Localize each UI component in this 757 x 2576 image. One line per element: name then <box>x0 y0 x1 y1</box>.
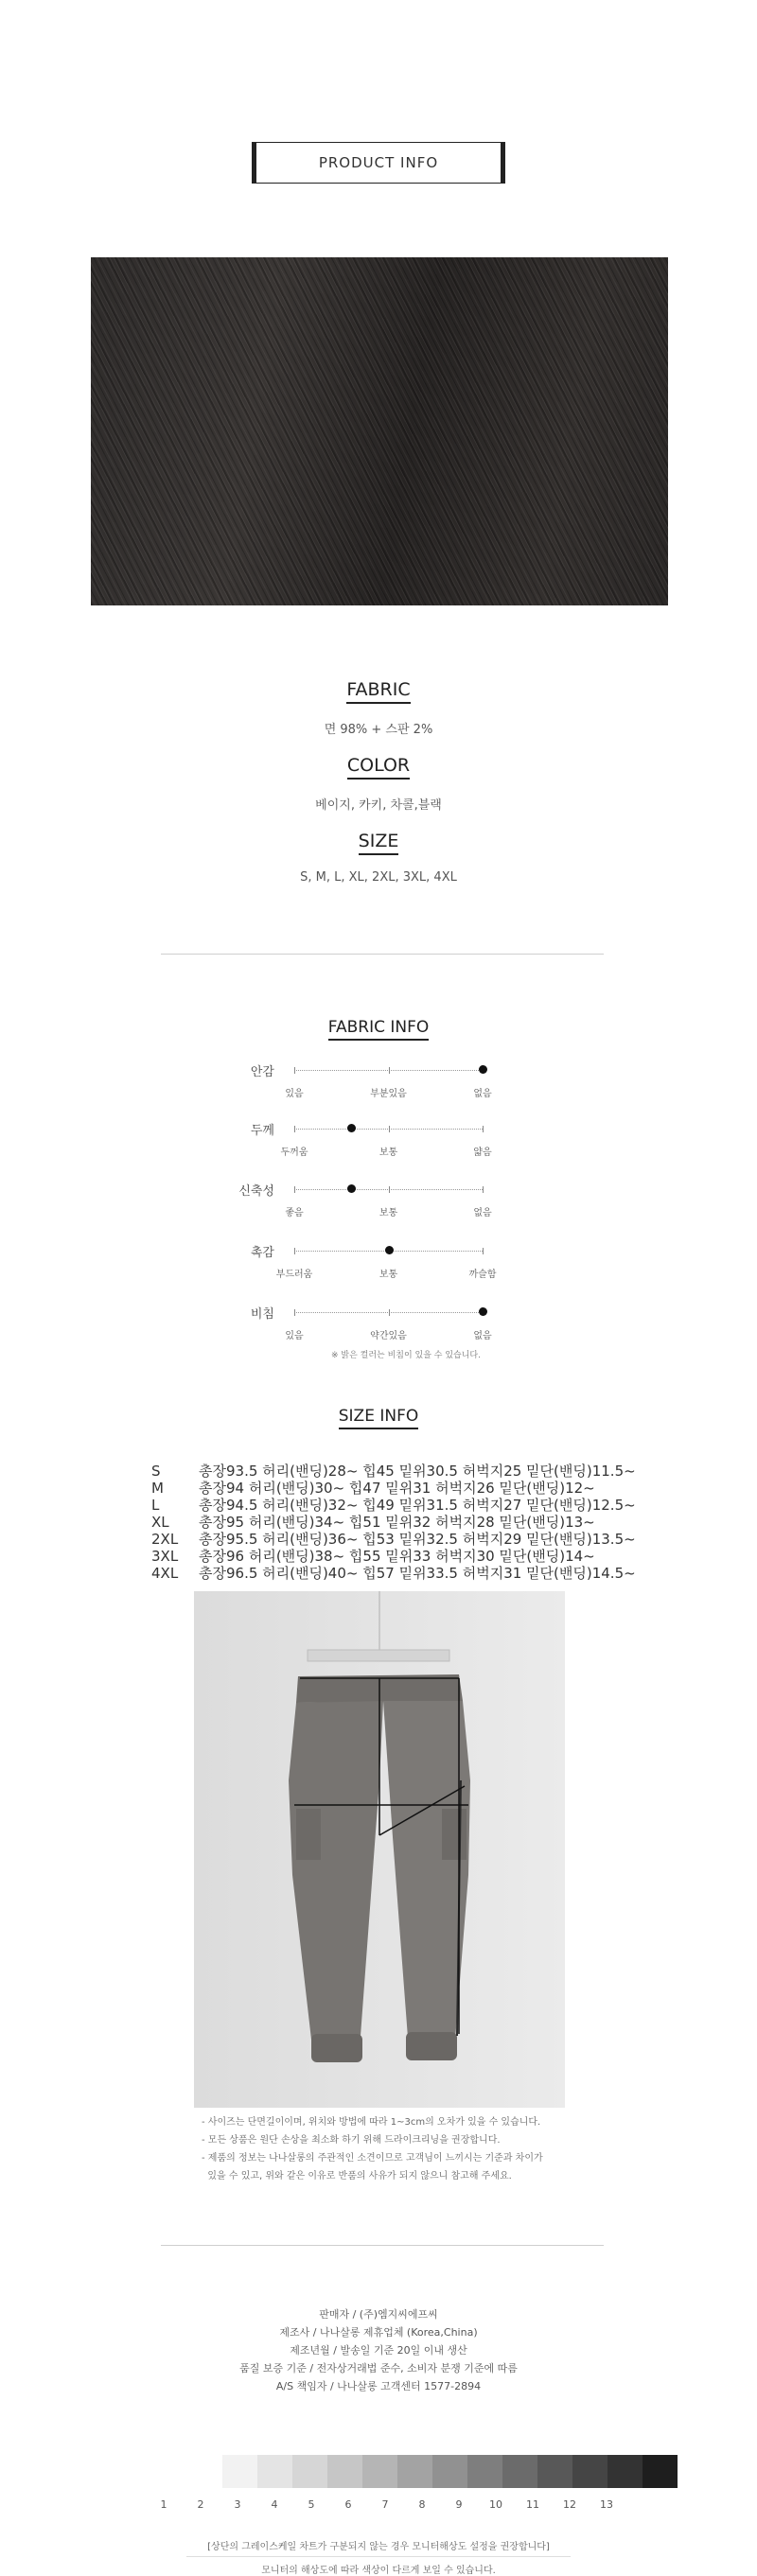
scale-tick <box>294 1067 295 1074</box>
grayscale-swatch <box>502 2455 537 2488</box>
grayscale-swatch <box>537 2455 572 2488</box>
footer-divider <box>161 2245 604 2246</box>
size-detail: 총장95.5 허리(밴딩)36~ 힙53 밑위32.5 허벅지29 밑단(밴딩)13.5~ <box>199 1531 636 1548</box>
size-label: 4XL <box>151 1565 179 1582</box>
scale-label: 촉감 <box>250 1246 274 1260</box>
grayscale-swatch <box>292 2455 327 2488</box>
grayscale-swatch <box>327 2455 362 2488</box>
fabric-info-heading: FABRIC INFO <box>0 1018 757 1037</box>
scale-tick <box>389 1126 390 1132</box>
scale-tick <box>294 1309 295 1316</box>
scale-label: 신축성 <box>238 1184 274 1199</box>
scale-tick <box>483 1186 484 1193</box>
grayscale-label: 11 <box>526 2498 539 2511</box>
scale-tick <box>294 1248 295 1254</box>
grayscale-swatch <box>432 2455 467 2488</box>
fabric-swatch-image <box>91 257 668 605</box>
size-value: S, M, L, XL, 2XL, 3XL, 4XL <box>300 870 457 885</box>
scale-option: 보통 <box>378 1208 398 1218</box>
product-info-heading: PRODUCT INFO <box>252 142 505 184</box>
scale-tick <box>294 1186 295 1193</box>
grayscale-swatch <box>467 2455 502 2488</box>
grayscale-label: 12 <box>563 2498 576 2511</box>
scale-marker <box>347 1184 356 1193</box>
grayscale-swatch <box>607 2455 643 2488</box>
grayscale-note: [상단의 그레이스케일 차트가 구분되지 않는 경우 모니터해상도 설정을 권장합니다] <box>207 2542 550 2552</box>
grayscale-label: 4 <box>271 2498 278 2511</box>
grayscale-label: 1 <box>160 2498 167 2511</box>
scale-option: 약간있음 <box>370 1331 407 1341</box>
scale-tick <box>389 1309 390 1316</box>
pants-illustration <box>194 1591 565 2108</box>
seller-info-line: A/S 책임자 / 나나살롱 고객센터 1577-2894 <box>275 2380 482 2392</box>
monitor-note-1: 모니터의 해상도에 따라 색상이 다르게 보일 수 있습니다. <box>261 2566 496 2576</box>
scale-marker <box>347 1124 356 1132</box>
scale-option: 부분있음 <box>370 1089 407 1099</box>
grayscale-swatch <box>572 2455 607 2488</box>
section-divider <box>161 954 604 955</box>
scale-option: 얇음 <box>473 1148 492 1158</box>
size-detail: 총장94.5 허리(밴딩)32~ 힙49 밑위31.5 허벅지27 밑단(밴딩)12.5~ <box>199 1497 636 1514</box>
size-detail: 총장96.5 허리(밴딩)40~ 힙57 밑위33.5 허벅지31 밑단(밴딩)14.5~ <box>199 1565 636 1582</box>
scale-tick <box>389 1186 390 1193</box>
scale-marker <box>479 1065 487 1074</box>
scale-option: 좋음 <box>285 1208 304 1218</box>
scale-option: 없음 <box>473 1089 492 1099</box>
size-label: XL <box>151 1514 169 1531</box>
color-heading: COLOR <box>0 755 757 776</box>
scale-option: 있음 <box>285 1089 304 1099</box>
scale-option: 없음 <box>473 1208 492 1218</box>
scale-option: 부드러움 <box>275 1270 313 1280</box>
scale-option: 없음 <box>473 1331 492 1341</box>
grayscale-label: 5 <box>308 2498 315 2511</box>
grayscale-swatch <box>362 2455 397 2488</box>
size-row <box>151 1563 636 1583</box>
grayscale-swatch <box>257 2455 292 2488</box>
grayscale-label: 7 <box>381 2498 389 2511</box>
grayscale-swatch <box>187 2455 222 2488</box>
grayscale-label: 2 <box>197 2498 204 2511</box>
size-label: 3XL <box>151 1548 179 1565</box>
size-label: S <box>151 1463 161 1480</box>
seller-info-line: 제조사 / 나나살롱 제휴업체 (Korea,China) <box>279 2326 478 2339</box>
grayscale-label: 10 <box>489 2498 502 2511</box>
scale-tick <box>483 1126 484 1132</box>
scale-tick <box>389 1067 390 1074</box>
scale-option: 보통 <box>378 1270 398 1280</box>
grayscale-label: 9 <box>455 2498 463 2511</box>
fabric-value: 면 98% + 스판 2% <box>324 723 433 737</box>
note-line: - 사이즈는 단면길이이며, 위치와 방법에 따라 1~3cm의 오차가 있을 수 있습니다. <box>202 2117 541 2128</box>
scale-marker <box>385 1246 394 1254</box>
seller-info-line: 제조년월 / 발송일 기준 20일 이내 생산 <box>290 2344 467 2357</box>
scale-option: 있음 <box>285 1331 304 1341</box>
grayscale-swatch <box>222 2455 257 2488</box>
fabric-info-note: ※ 밝은 컬러는 비침이 있을 수 있습니다. <box>331 1351 481 1360</box>
size-heading: SIZE <box>0 831 757 851</box>
size-detail: 총장95 허리(밴딩)34~ 힙51 밑위32 허벅지28 밑단(밴딩)13~ <box>199 1514 595 1531</box>
note-line: - 제품의 정보는 나나살롱의 주관적인 소견이므로 고객님이 느끼시는 기준과 차이가 <box>202 2153 543 2164</box>
scale-label: 안감 <box>250 1065 274 1079</box>
seller-info-line: 품질 보증 기준 / 전자상거래법 준수, 소비자 분쟁 기준에 따름 <box>239 2362 518 2374</box>
grayscale-label: 8 <box>418 2498 426 2511</box>
scale-label: 두께 <box>250 1124 274 1138</box>
grayscale-label: 13 <box>600 2498 613 2511</box>
pants-measurement-photo <box>194 1591 565 2108</box>
scale-option: 보통 <box>378 1148 398 1158</box>
size-label: M <box>151 1480 164 1497</box>
scale-tick <box>483 1248 484 1254</box>
grayscale-label: 6 <box>344 2498 352 2511</box>
color-value: 베이지, 카키, 차콜,블랙 <box>315 798 442 813</box>
scale-option: 두꺼움 <box>280 1148 308 1158</box>
seller-info-line: 판매자 / (주)엠지씨에프씨 <box>319 2308 438 2321</box>
size-detail: 총장93.5 허리(밴딩)28~ 힙45 밑위30.5 허벅지25 밑단(밴딩)11.5~ <box>199 1463 636 1480</box>
size-info-heading: SIZE INFO <box>0 1407 757 1426</box>
scale-label: 비침 <box>250 1307 274 1322</box>
size-label: L <box>151 1497 160 1514</box>
footer-rule <box>186 2556 571 2557</box>
fabric-heading: FABRIC <box>0 679 757 700</box>
grayscale-swatch <box>397 2455 432 2488</box>
note-line: - 모든 상품은 원단 손상을 최소화 하기 위해 드라이크리닝을 권장합니다. <box>202 2135 501 2146</box>
size-detail: 총장94 허리(밴딩)30~ 힙47 밑위31 허벅지26 밑단(밴딩)12~ <box>199 1480 595 1497</box>
grayscale-swatch <box>643 2455 678 2488</box>
size-detail: 총장96 허리(밴딩)38~ 힙55 밑위33 허벅지30 밑단(밴딩)14~ <box>199 1548 595 1565</box>
scale-option: 까슬함 <box>468 1270 497 1280</box>
scale-tick <box>294 1126 295 1132</box>
note-line: 있을 수 있고, 위와 같은 이유로 반품의 사유가 되지 않으니 참고해 주세요. <box>202 2171 512 2182</box>
scale-marker <box>479 1307 487 1316</box>
grayscale-label: 3 <box>234 2498 241 2511</box>
size-label: 2XL <box>151 1531 179 1548</box>
